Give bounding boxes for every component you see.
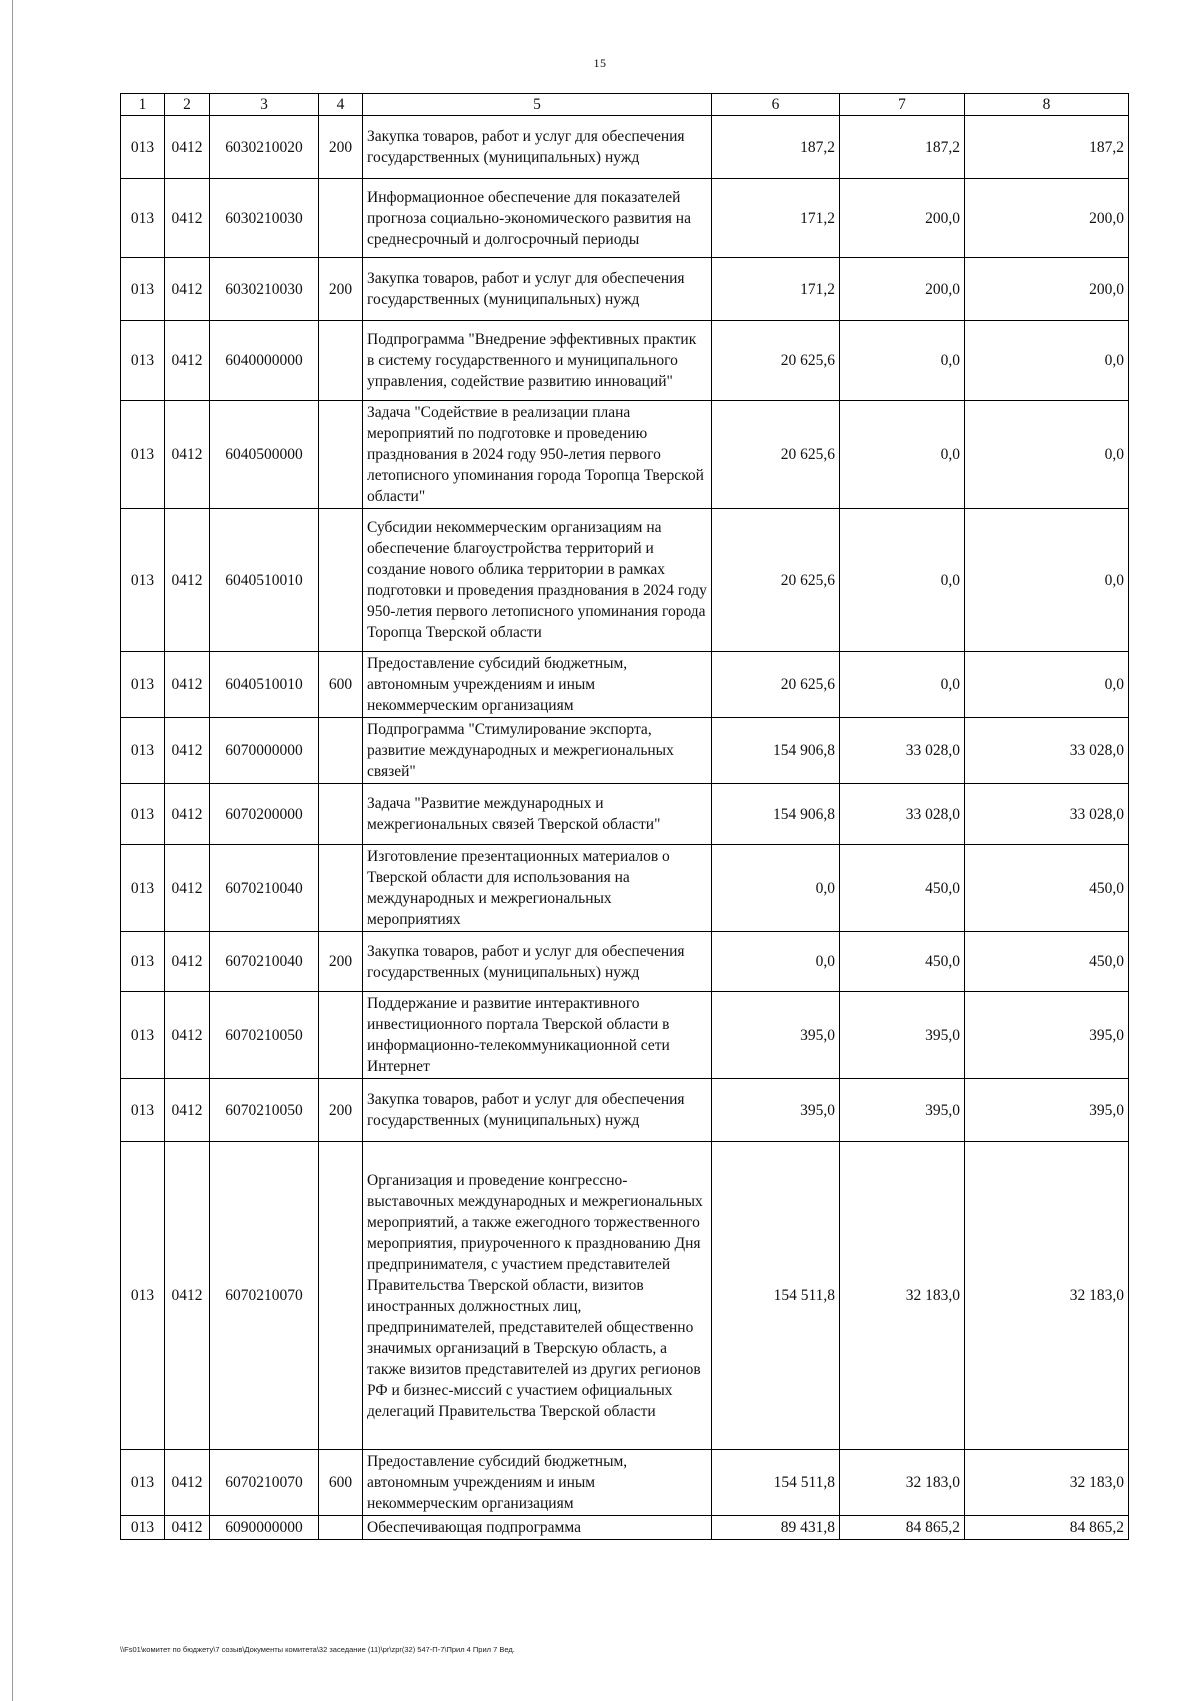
table-row xyxy=(121,258,1129,321)
table-row xyxy=(121,1079,1129,1142)
cell-expense-type xyxy=(319,401,363,509)
cell-amount-year1: 20 625,6 xyxy=(712,509,840,652)
column-header: 2 xyxy=(165,94,210,116)
cell-amount-year1: 0,0 xyxy=(712,845,840,932)
cell-section-code: 0412 xyxy=(165,401,210,509)
cell-amount-year1: 0,0 xyxy=(712,932,840,992)
cell-amount-year1: 89 431,8 xyxy=(712,1516,840,1540)
cell-amount-year2: 187,2 xyxy=(840,116,965,179)
cell-target-article: 6070210070 xyxy=(210,1142,319,1450)
cell-expense-type: 200 xyxy=(319,116,363,179)
cell-section-code: 0412 xyxy=(165,992,210,1079)
cell-target-article: 6070210070 xyxy=(210,1450,319,1516)
cell-amount-year3: 450,0 xyxy=(965,932,1129,992)
table-body xyxy=(121,94,1129,1540)
cell-expense-type xyxy=(319,179,363,258)
column-header: 6 xyxy=(712,94,840,116)
cell-section-code: 0412 xyxy=(165,179,210,258)
cell-ministry-code: 013 xyxy=(121,784,165,845)
cell-ministry-code: 013 xyxy=(121,321,165,401)
cell-amount-year3: 33 028,0 xyxy=(965,718,1129,784)
scan-edge-line xyxy=(12,0,13,1701)
table-row xyxy=(121,992,1129,1079)
cell-section-code: 0412 xyxy=(165,718,210,784)
cell-amount-year2: 0,0 xyxy=(840,321,965,401)
cell-ministry-code: 013 xyxy=(121,116,165,179)
cell-amount-year3: 0,0 xyxy=(965,652,1129,718)
cell-description: Закупка товаров, работ и услуг для обеспечения государственных (муниципальных) нужд xyxy=(363,1079,712,1142)
cell-description: Информационное обеспечение для показателей прогноза социально-экономического развития на среднесрочный и долгосрочный периоды xyxy=(363,179,712,258)
cell-amount-year3: 0,0 xyxy=(965,321,1129,401)
cell-ministry-code: 013 xyxy=(121,718,165,784)
cell-amount-year3: 33 028,0 xyxy=(965,784,1129,845)
cell-amount-year1: 171,2 xyxy=(712,179,840,258)
cell-ministry-code: 013 xyxy=(121,1516,165,1540)
cell-ministry-code: 013 xyxy=(121,401,165,509)
table-row xyxy=(121,1450,1129,1516)
cell-ministry-code: 013 xyxy=(121,1450,165,1516)
cell-amount-year3: 32 183,0 xyxy=(965,1142,1129,1450)
cell-description: Задача "Содействие в реализации плана мероприятий по подготовке и проведению празднования в 2024 году 950-летия первого летописного упоминания города Торопца Тверской области" xyxy=(363,401,712,509)
cell-amount-year2: 0,0 xyxy=(840,401,965,509)
table-row xyxy=(121,652,1129,718)
cell-description: Закупка товаров, работ и услуг для обеспечения государственных (муниципальных) нужд xyxy=(363,116,712,179)
cell-description: Предоставление субсидий бюджетным, автономным учреждениям и иным некоммерческим организациям xyxy=(363,1450,712,1516)
cell-amount-year3: 0,0 xyxy=(965,509,1129,652)
footer-file-path: \\Fs01\комитет по бюджету\7 созыв\Документы комитета\32 заседание (11)\pr\zpr(32) 547-П-7\Прил 4 Прил 7 Вед. xyxy=(120,1645,515,1654)
cell-amount-year2: 0,0 xyxy=(840,652,965,718)
table-row xyxy=(121,1516,1129,1540)
cell-amount-year3: 32 183,0 xyxy=(965,1450,1129,1516)
cell-amount-year3: 200,0 xyxy=(965,179,1129,258)
cell-ministry-code: 013 xyxy=(121,1142,165,1450)
cell-expense-type xyxy=(319,1142,363,1450)
cell-target-article: 6090000000 xyxy=(210,1516,319,1540)
cell-expense-type xyxy=(319,509,363,652)
cell-amount-year2: 32 183,0 xyxy=(840,1142,965,1450)
table-row xyxy=(121,116,1129,179)
cell-section-code: 0412 xyxy=(165,845,210,932)
cell-amount-year2: 33 028,0 xyxy=(840,784,965,845)
cell-amount-year3: 395,0 xyxy=(965,1079,1129,1142)
cell-ministry-code: 013 xyxy=(121,1079,165,1142)
column-header: 1 xyxy=(121,94,165,116)
cell-section-code: 0412 xyxy=(165,116,210,179)
cell-ministry-code: 013 xyxy=(121,652,165,718)
cell-amount-year2: 200,0 xyxy=(840,258,965,321)
cell-amount-year1: 171,2 xyxy=(712,258,840,321)
budget-table xyxy=(120,93,1129,1540)
cell-expense-type xyxy=(319,321,363,401)
cell-target-article: 6070210050 xyxy=(210,1079,319,1142)
cell-target-article: 6030210030 xyxy=(210,179,319,258)
cell-amount-year1: 187,2 xyxy=(712,116,840,179)
cell-amount-year2: 84 865,2 xyxy=(840,1516,965,1540)
cell-description: Подпрограмма "Внедрение эффективных практик в систему государственного и муниципального управления, содействие развитию инноваций" xyxy=(363,321,712,401)
table-row xyxy=(121,401,1129,509)
cell-amount-year2: 395,0 xyxy=(840,1079,965,1142)
cell-ministry-code: 013 xyxy=(121,179,165,258)
cell-description: Задача "Развитие международных и межрегиональных связей Тверской области" xyxy=(363,784,712,845)
cell-target-article: 6070000000 xyxy=(210,718,319,784)
cell-section-code: 0412 xyxy=(165,1516,210,1540)
cell-section-code: 0412 xyxy=(165,1450,210,1516)
table-row xyxy=(121,784,1129,845)
table-row xyxy=(121,509,1129,652)
cell-amount-year1: 20 625,6 xyxy=(712,321,840,401)
cell-amount-year2: 395,0 xyxy=(840,992,965,1079)
cell-section-code: 0412 xyxy=(165,509,210,652)
cell-description: Поддержание и развитие интерактивного инвестиционного портала Тверской области в информационно-телекоммуникационной сети Интернет xyxy=(363,992,712,1079)
cell-section-code: 0412 xyxy=(165,1142,210,1450)
cell-amount-year2: 200,0 xyxy=(840,179,965,258)
cell-amount-year3: 0,0 xyxy=(965,401,1129,509)
cell-section-code: 0412 xyxy=(165,932,210,992)
column-header: 4 xyxy=(319,94,363,116)
cell-amount-year1: 20 625,6 xyxy=(712,652,840,718)
cell-ministry-code: 013 xyxy=(121,992,165,1079)
table-row xyxy=(121,845,1129,932)
cell-target-article: 6070200000 xyxy=(210,784,319,845)
cell-expense-type: 600 xyxy=(319,1450,363,1516)
table-row xyxy=(121,1142,1129,1450)
cell-target-article: 6070210050 xyxy=(210,992,319,1079)
cell-description: Закупка товаров, работ и услуг для обеспечения государственных (муниципальных) нужд xyxy=(363,258,712,321)
table-row xyxy=(121,321,1129,401)
cell-target-article: 6040510010 xyxy=(210,652,319,718)
cell-expense-type: 200 xyxy=(319,932,363,992)
cell-expense-type: 200 xyxy=(319,1079,363,1142)
table-row xyxy=(121,932,1129,992)
cell-expense-type xyxy=(319,718,363,784)
cell-amount-year1: 20 625,6 xyxy=(712,401,840,509)
page-number: 15 xyxy=(593,56,607,70)
cell-amount-year1: 154 906,8 xyxy=(712,784,840,845)
cell-amount-year3: 187,2 xyxy=(965,116,1129,179)
column-header: 3 xyxy=(210,94,319,116)
cell-expense-type xyxy=(319,992,363,1079)
cell-expense-type: 200 xyxy=(319,258,363,321)
cell-ministry-code: 013 xyxy=(121,509,165,652)
cell-target-article: 6040000000 xyxy=(210,321,319,401)
cell-amount-year3: 450,0 xyxy=(965,845,1129,932)
cell-target-article: 6030210020 xyxy=(210,116,319,179)
header-row xyxy=(121,94,1129,116)
cell-expense-type xyxy=(319,784,363,845)
table-row xyxy=(121,179,1129,258)
cell-amount-year3: 84 865,2 xyxy=(965,1516,1129,1540)
cell-description: Организация и проведение конгрессно-выставочных международных и межрегиональных мероприятий, а также ежегодного торжественного мероприятия, приуроченного к празднованию Дня предпринимателя, с участием представителей Правительства Тверской области, визитов иностранных должностных лиц, предпринимателей, представителей общественно значимых организаций в Тверскую область, а также визитов представителей из других регионов РФ и бизнес-миссий с участием официальных делегаций Правительства Тверской области xyxy=(363,1142,712,1450)
cell-expense-type xyxy=(319,845,363,932)
cell-amount-year2: 32 183,0 xyxy=(840,1450,965,1516)
cell-description: Закупка товаров, работ и услуг для обеспечения государственных (муниципальных) нужд xyxy=(363,932,712,992)
cell-ministry-code: 013 xyxy=(121,258,165,321)
cell-section-code: 0412 xyxy=(165,652,210,718)
column-header: 5 xyxy=(363,94,712,116)
cell-expense-type xyxy=(319,1516,363,1540)
column-header: 7 xyxy=(840,94,965,116)
cell-expense-type: 600 xyxy=(319,652,363,718)
column-header: 8 xyxy=(965,94,1129,116)
table-row xyxy=(121,718,1129,784)
cell-amount-year1: 395,0 xyxy=(712,1079,840,1142)
cell-amount-year2: 450,0 xyxy=(840,845,965,932)
cell-amount-year1: 154 511,8 xyxy=(712,1450,840,1516)
cell-amount-year2: 450,0 xyxy=(840,932,965,992)
cell-amount-year1: 154 511,8 xyxy=(712,1142,840,1450)
cell-section-code: 0412 xyxy=(165,784,210,845)
cell-target-article: 6040510010 xyxy=(210,509,319,652)
cell-section-code: 0412 xyxy=(165,258,210,321)
cell-amount-year3: 395,0 xyxy=(965,992,1129,1079)
cell-target-article: 6070210040 xyxy=(210,845,319,932)
cell-amount-year3: 200,0 xyxy=(965,258,1129,321)
cell-description: Изготовление презентационных материалов о Тверской области для использования на международных и межрегиональных мероприятиях xyxy=(363,845,712,932)
cell-target-article: 6030210030 xyxy=(210,258,319,321)
cell-description: Предоставление субсидий бюджетным, автономным учреждениям и иным некоммерческим организациям xyxy=(363,652,712,718)
cell-target-article: 6040500000 xyxy=(210,401,319,509)
cell-amount-year2: 0,0 xyxy=(840,509,965,652)
cell-amount-year1: 395,0 xyxy=(712,992,840,1079)
cell-amount-year1: 154 906,8 xyxy=(712,718,840,784)
cell-description: Субсидии некоммерческим организациям на обеспечение благоустройства территорий и создание нового облика территории в рамках подготовки и проведения празднования в 2024 году 950-летия первого летописного упоминания города Торопца Тверской области xyxy=(363,509,712,652)
cell-description: Обеспечивающая подпрограмма xyxy=(363,1516,712,1540)
cell-ministry-code: 013 xyxy=(121,845,165,932)
cell-section-code: 0412 xyxy=(165,321,210,401)
cell-section-code: 0412 xyxy=(165,1079,210,1142)
cell-description: Подпрограмма "Стимулирование экспорта, развитие международных и межрегиональных связей" xyxy=(363,718,712,784)
cell-amount-year2: 33 028,0 xyxy=(840,718,965,784)
cell-target-article: 6070210040 xyxy=(210,932,319,992)
cell-ministry-code: 013 xyxy=(121,932,165,992)
